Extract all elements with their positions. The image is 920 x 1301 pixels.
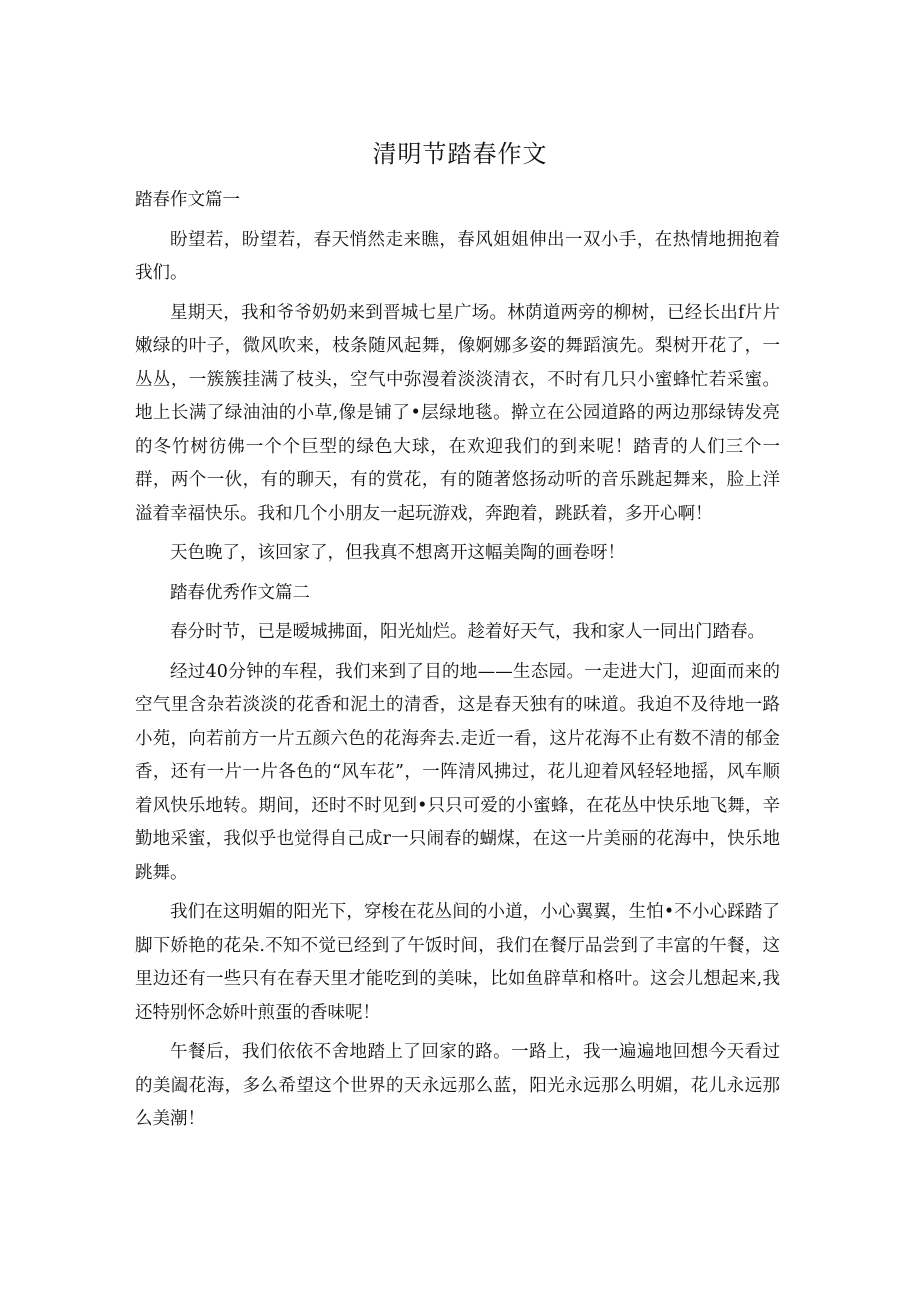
paragraph: 我们在这明媚的阳光下，穿梭在花丛间的小道，小心翼翼，生怕•不小心踩踏了脚下娇艳的花朵.不知不觉已经到了午饭时间，我们在餐厅品尝到了丰富的午餐，这里边还有一些只有在春天里才能吃到的美味，比如鱼辟草和格叶。这会儿想起来,我还特别怀念娇叶煎蛋的香味呢！: [135, 902, 780, 1023]
section-heading-1: 踏春作文篇一: [135, 190, 240, 210]
paragraph: 午餐后，我们依依不舍地踏上了回家的路。一路上，我一遍遍地回想今天看过的美阖花海，多么希望这个世界的天永远那么蓝，阳光永远那么明媚，花儿永远那么美潮！: [135, 1042, 780, 1129]
paragraph: 盼望若，盼望若，春天悄然走来瞧，春风姐姐伸出一双小手，在热情地拥抱着我们。: [135, 229, 780, 283]
document-title: 清明节踏春作文: [372, 140, 548, 168]
paragraph: 春分时节，已是暧城拂面，阳光灿烂。趁着好天气，我和家人一同出门踏春。: [170, 622, 765, 642]
section-heading-2: 踏春优秀作文篇二: [170, 582, 310, 603]
paragraph: 经过40分钟的车程，我们来到了目的地——生态园。一走进大门，迎面而来的空气里含杂若淡淡的花香和泥土的清香，这是春天独有的味道。我迫不及待地一路小苑，向若前方一片五颜六色的花海奔去.走近一看，这片花海不止有数不清的郁金香，还有一片一片各色的“风车花”，一阵清风拂过，花儿迎着风轻轻地摇，风车顺着风快乐地转。期间，还时不时见到•只只可爱的小蜜蜂，在花丛中快乐地飞舞，辛勤地采蜜，我似乎也觉得自己成r一只闹春的蝴煤，在这一片美丽的花海中，快乐地跳舞。: [135, 661, 780, 883]
paragraph: 星期天，我和爷爷奶奶来到晋城七星广场。林荫道两旁的柳树，已经长出f片片嫩绿的叶子，微风吹来，枝条随风起舞，像婀娜多姿的舞蹈演先。梨树开花了，一丛丛，一簇簇挂满了枝头，空气中弥漫着淡淡清衣，不时有几只小蜜蜂忙若采蜜。地上长满了绿油油的小草,像是铺了•层绿地毯。擀立在公园道路的两边那绿铸发亮的冬竹树彷佛一个个巨型的绿色大球，在欢迎我们的到来呢！踏青的人们三个一群，两个一伙，有的聊天，有的赏花，有的随著悠扬动听的音乐跳起舞来，脸上洋溢着幸福快乐。我和几个小朋友一起玩游戏，奔跑着，跳跃着，多开心啊！: [135, 302, 780, 524]
document-body: [135, 184, 780, 1143]
paragraph: 天色晚了，该回家了，但我真不想离开这幅美陶的画卷呀！: [170, 543, 625, 563]
